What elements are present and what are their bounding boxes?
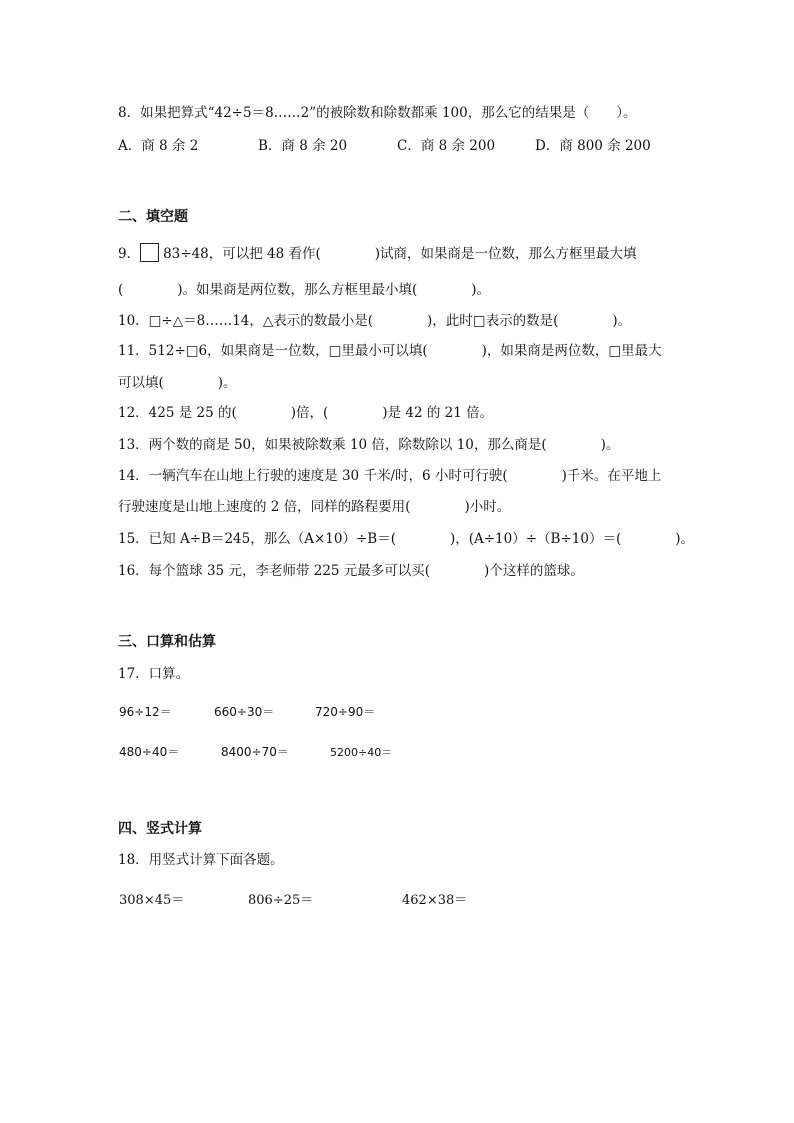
mental-calc-6: 5200÷40＝ bbox=[330, 746, 393, 759]
question-11-line-2: 可以填( )。 bbox=[118, 375, 237, 391]
question-10: 10．□÷△＝8……14，△表示的数最小是( )，此时□表示的数是( )。 bbox=[118, 313, 632, 329]
question-11-line-1: 11．512÷□6，如果商是一位数，□里最小可以填( )，如果商是两位数，□里最大 bbox=[118, 343, 662, 359]
mental-calc-1: 96÷12＝ bbox=[119, 705, 172, 719]
question-8-stem: 8．如果把算式“42÷5＝8……2”的被除数和除数都乘 100，那么它的结果是（ ）。 bbox=[118, 105, 637, 121]
question-16: 16．每个篮球 35 元，李老师带 225 元最多可以买( )个这样的篮球。 bbox=[118, 563, 584, 579]
option-b[interactable]: B．商 8 余 20 bbox=[258, 138, 348, 154]
question-18: 18．用竖式计算下面各题。 bbox=[118, 852, 284, 868]
option-a[interactable]: A．商 8 余 2 bbox=[118, 138, 199, 154]
section-3-title: 三、口算和估算 bbox=[118, 634, 216, 650]
mental-calc-4: 480÷40＝ bbox=[119, 745, 180, 759]
answer-box[interactable] bbox=[140, 243, 159, 262]
vertical-calc-1: 308×45＝ bbox=[119, 893, 185, 908]
question-15: 15．已知 A÷B＝245，那么（A×10）÷B＝( )，(A÷10）÷（B÷10）＝( )。 bbox=[118, 531, 694, 547]
vertical-calc-2: 806÷25＝ bbox=[248, 893, 314, 908]
question-9-line-1 bbox=[118, 243, 637, 263]
question-14-line-2: 行驶速度是山地上速度的 2 倍，同样的路程要用( )小时。 bbox=[118, 499, 511, 515]
section-4-title: 四、竖式计算 bbox=[118, 821, 202, 837]
question-17: 17．口算。 bbox=[118, 666, 190, 682]
question-13: 13．两个数的商是 50，如果被除数乘 10 倍，除数除以 10，那么商是( )。 bbox=[118, 437, 620, 453]
section-2-title: 二、填空题 bbox=[118, 209, 188, 225]
mental-calc-2: 660÷30＝ bbox=[214, 705, 275, 719]
mental-calc-3: 720÷90＝ bbox=[315, 705, 376, 719]
question-9-text: 83÷48，可以把 48 看作( )试商，如果商是一位数，那么方框里最大填 bbox=[163, 246, 637, 262]
option-d[interactable]: D．商 800 余 200 bbox=[535, 138, 651, 154]
question-9-number: 9． bbox=[118, 246, 141, 262]
question-12: 12．425 是 25 的( )倍，( )是 42 的 21 倍。 bbox=[118, 405, 494, 421]
vertical-calc-3: 462×38＝ bbox=[402, 893, 468, 908]
mental-calc-5: 8400÷70＝ bbox=[221, 745, 289, 759]
question-9-line-2: ( )。如果商是两位数，那么方框里最小填( )。 bbox=[118, 282, 491, 298]
question-14-line-1: 14．一辆汽车在山地上行驶的速度是 30 千米/时，6 小时可行驶( )千米。在平地上 bbox=[118, 468, 662, 484]
option-c[interactable]: C．商 8 余 200 bbox=[397, 138, 496, 154]
